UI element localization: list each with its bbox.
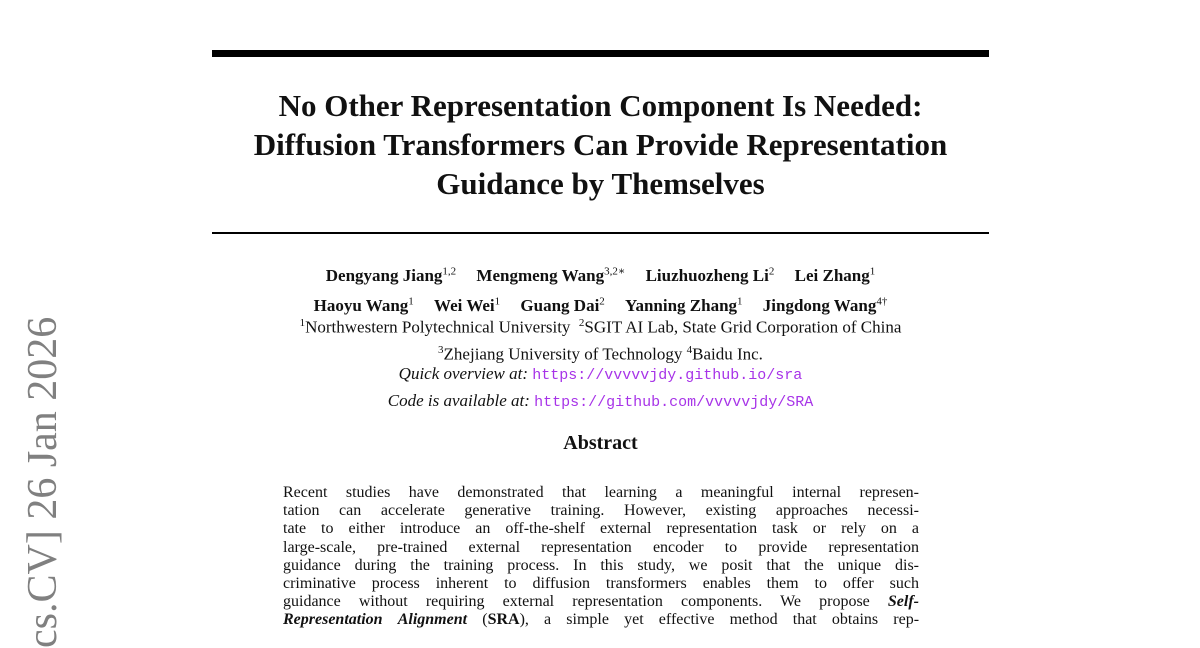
project-links <box>212 361 989 415</box>
author: Guang Dai$^2$ <box>520 295 605 316</box>
abstract-heading: Abstract <box>563 432 638 454</box>
arxiv-stamp: cs.CV] 26 Jan 2026 <box>20 316 66 648</box>
abstract-line: Representation Alignment (SRA), a simple yet effective method that obtains rep- <box>283 611 920 629</box>
author: Dengyang Jiang$^{1,2}$ <box>325 265 457 285</box>
title-line: Guidance by Themselves <box>436 166 765 201</box>
abstract-line: tate to either introduce an off-the-shelf external representation task or rely on a <box>283 520 919 538</box>
author-list <box>212 258 989 319</box>
affiliation-row: $^3$Zhejiang University of Technology $^4$Baidu Inc. <box>438 343 763 364</box>
title-line: Diffusion Transformers Can Provide Representation <box>253 127 948 162</box>
overview-label: Quick overview at: <box>398 364 529 383</box>
affiliation-row: $^1$Northwestern Polytechnical University $^2$SGIT AI Lab, State Grid Corporation of China <box>299 317 902 337</box>
abstract-line: Recent studies have demonstrated that learning a meaningful internal represen- <box>283 484 919 501</box>
overview-link-row <box>212 361 989 388</box>
abstract-line: tation can accelerate generative training. However, existing approaches necessi- <box>283 502 919 520</box>
abstract-body <box>283 484 919 630</box>
abstract-line: guidance without requiring external representation components. We propose Self- <box>283 593 920 611</box>
overview-link[interactable]: https://vvvvvjdy.github.io/sra <box>532 367 803 384</box>
affiliations <box>212 312 989 365</box>
author-row <box>212 258 989 289</box>
paper-title <box>212 86 989 203</box>
title-rule <box>212 232 989 234</box>
abstract-line: criminative process inherent to diffusion transformers enables them to offer such <box>283 575 919 593</box>
top-rule <box>212 50 989 57</box>
author: Haoyu Wang$^1$ <box>313 295 414 316</box>
author: Lei Zhang$^1$ <box>794 265 876 285</box>
author: Mengmeng Wang$^{3,2∗}$ <box>476 265 626 285</box>
author: Jingdong Wang$^{4\dagger}$ <box>762 295 888 316</box>
abstract-line: large-scale, pre-trained external representation encoder to provide representation <box>283 538 919 556</box>
code-link[interactable]: https://github.com/vvvvvjdy/SRA <box>534 394 814 411</box>
author: Liuzhuozheng Li$^2$ <box>645 265 775 285</box>
author: Yanning Zhang$^1$ <box>625 295 743 316</box>
code-label: Code is available at: <box>387 391 530 410</box>
title-line: No Other Representation Component Is Needed: <box>278 88 923 123</box>
author: Wei Wei$^1$ <box>434 295 501 316</box>
abstract-line: guidance during the training process. In this study, we posit that the unique dis- <box>283 556 919 574</box>
code-link-row <box>212 388 989 415</box>
